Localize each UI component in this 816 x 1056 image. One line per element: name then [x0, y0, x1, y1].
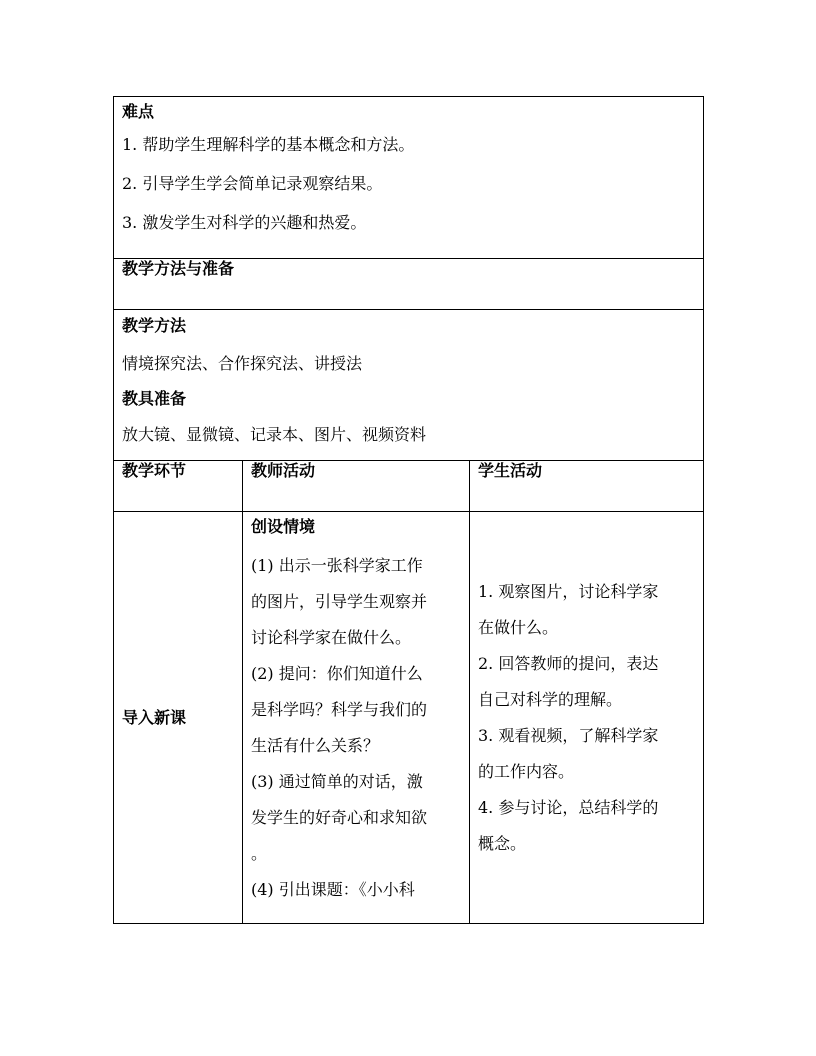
difficulty-cell [114, 97, 704, 259]
methods-content-row [114, 310, 704, 461]
teacher-activity-line: (3) 通过简单的对话，激 [251, 772, 423, 791]
teacher-activity-line: 讨论科学家在做什么。 [251, 628, 412, 647]
stage-cell: 导入新课 [114, 512, 243, 924]
tools-title: 教具准备 [122, 389, 187, 408]
teacher-activity-cell [243, 512, 470, 924]
teacher-activity-line: 生活有什么关系？ [251, 736, 380, 755]
student-activity-line: 自己对科学的理解。 [478, 689, 623, 709]
table-row [114, 512, 704, 924]
difficulty-row [114, 97, 704, 259]
teacher-activity-line: 。 [251, 844, 268, 863]
methods-section-heading: 教学方法与准备 [114, 259, 704, 310]
teacher-activity-line: (4) 引出课题：《小小科 [251, 880, 415, 899]
student-activity-line: 1. 观察图片，讨论科学家 [478, 581, 659, 601]
methods-heading-row [114, 259, 704, 310]
difficulty-heading: 难点 [122, 102, 155, 121]
difficulty-item: 2. 引导学生学会简单记录观察结果。 [122, 174, 383, 193]
difficulty-item: 1. 帮助学生理解科学的基本概念和方法。 [122, 135, 415, 154]
stage-header: 教学环节 [114, 461, 243, 512]
table-header-row [114, 461, 704, 512]
teacher-activity-line: 发学生的好奇心和求知欲 [251, 808, 428, 827]
student-header: 学生活动 [470, 461, 704, 512]
difficulty-item: 3. 激发学生对科学的兴趣和热爱。 [122, 213, 367, 232]
teacher-activity-line: 是科学吗？科学与我们的 [251, 700, 428, 719]
student-activity-cell [470, 512, 704, 924]
tools-text: 放大镜、显微镜、记录本、图片、视频资料 [122, 425, 427, 444]
teacher-header: 教师活动 [243, 461, 470, 512]
student-activity-line: 2. 回答教师的提问，表达 [478, 653, 659, 673]
teacher-activity-line: (2) 提问：你们知道什么 [251, 664, 423, 683]
student-activity-line: 在做什么。 [478, 617, 559, 637]
lesson-plan-table [113, 96, 704, 924]
student-activity-line: 4. 参与讨论，总结科学的 [478, 797, 659, 817]
methods-text: 情境探究法、合作探究法、讲授法 [122, 354, 363, 373]
teacher-activity-title: 创设情境 [251, 517, 316, 536]
student-activity-line: 概念。 [478, 833, 527, 853]
student-activity-line: 3. 观看视频，了解科学家 [478, 725, 659, 745]
methods-title: 教学方法 [122, 316, 187, 335]
methods-content-cell [114, 310, 704, 461]
teacher-activity-line: 的图片，引导学生观察并 [251, 592, 428, 611]
student-activity-line: 的工作内容。 [478, 761, 575, 781]
teacher-activity-line: (1) 出示一张科学家工作 [251, 556, 423, 575]
